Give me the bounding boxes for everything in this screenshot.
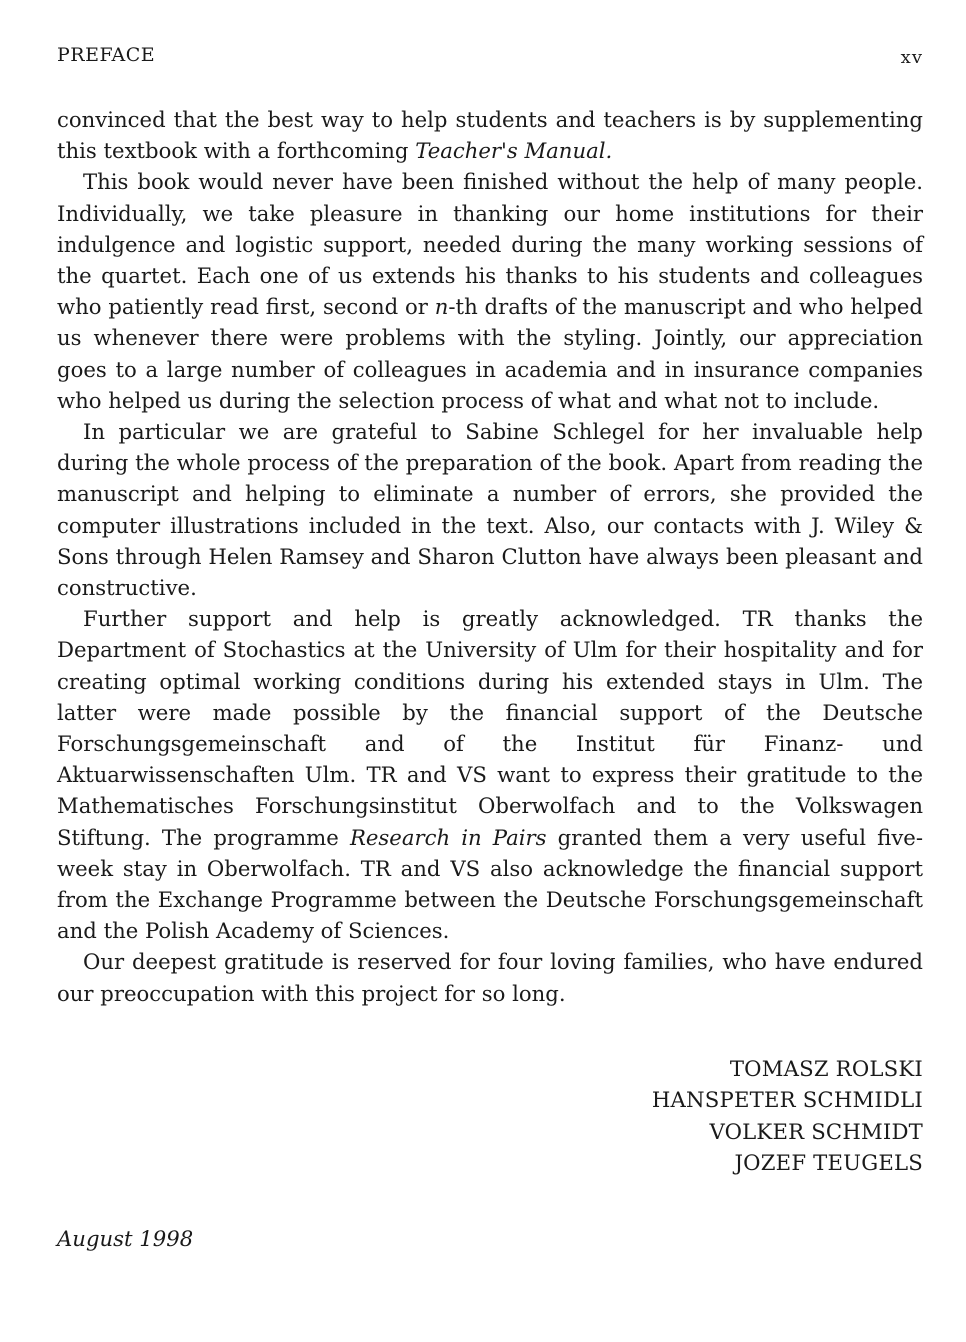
author-name: TOMASZ ROLSKI [729,1055,923,1081]
paragraph-4-text-a: Further support and help is greatly acknowledged. TR thanks the Department of Stochastics at the University of Ulm for their hospitality and for creating optimal working conditions during his extended stays in Ulm. The latter were made possible by the financial support of the Deutsche Forschungsgemeinschaft and of the Institut für Finanz- und Aktuarwissenschaften Ulm. TR and VS want to express their gratitude to the Mathematisches Forschungsinstitut Oberwolfach and to the Volkswagen Stiftung. The programme [57,606,923,850]
preface-page [57,44,923,1254]
author-signatures [57,1053,923,1179]
body-text [57,104,923,1009]
author-name: JOZEF TEUGELS [734,1150,923,1176]
author-name: VOLKER SCHMIDT [709,1118,923,1144]
paragraph-5-text: Our deepest gratitude is reserved for four loving families, who have endured our preoccupation with this project for so long. [57,949,923,1006]
page-number: xv [900,47,923,68]
math-n: n [434,294,449,320]
paragraph-2-text-a: This book would never have been finished without the help of many people. Individually, we take pleasure in thanking our home institutions for their indulgence and logistic support, needed during the many working sessions of the quartet. Each one of us extends his thanks to his students and colleagues who patiently read first, second or [57,169,923,320]
paragraph-4 [57,603,923,946]
paragraph-2-text-b: -th drafts of the manuscript and who helped us whenever there were problems with the styling. Jointly, our appreciation goes to a large number of colleagues in academia and in insurance companies who helped us during the selection process of what and what not to include. [57,294,923,413]
paragraph-2 [57,166,923,416]
running-head [57,44,923,84]
research-in-pairs-title: Research in Pairs [349,824,547,850]
teachers-manual-title: Teacher's Manual. [415,138,613,164]
paragraph-1 [57,104,923,166]
preface-date: August 1998 [57,1225,194,1251]
section-title: PREFACE [57,44,156,66]
author-name: HANSPETER SCHMIDLI [651,1087,923,1113]
paragraph-4-text-b: granted them a very useful five-week stay in Oberwolfach. TR and VS also acknowledge the financial support from the Exchange Programme between the Deutsche Forschungsgemeinschaft and the Polish Academy of Sciences. [57,824,923,944]
paragraph-3 [57,416,923,603]
paragraph-3-text: In particular we are grateful to Sabine Schlegel for her invaluable help during the whole process of the preparation of the book. Apart from reading the manuscript and helping to eliminate a number of errors, she provided the computer illustrations included in the text. Also, our contacts with J. Wiley & Sons through Helen Ramsey and Sharon Clutton have always been pleasant and constructive. [57,419,923,601]
paragraph-5 [57,946,923,1008]
paragraph-1-text: convinced that the best way to help students and teachers is by supplementing this textbook with a forthcoming [57,107,923,164]
